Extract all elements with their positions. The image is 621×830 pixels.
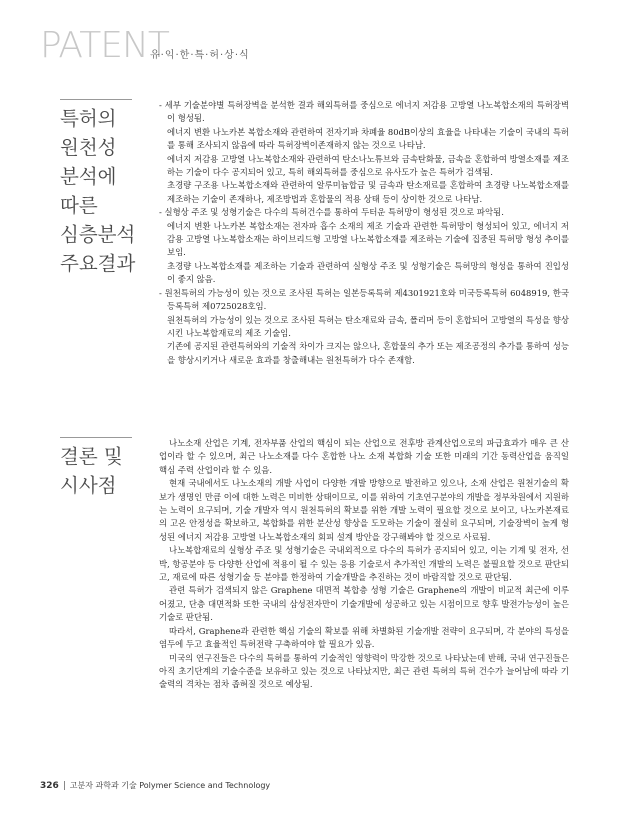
paragraph: 나노소재 산업은 기계, 전자부품 산업의 핵심이 되는 산업으로 전후방 관계산업으로의 파급효과가 매우 큰 산업이라 할 수 있으며, 최근 나노소재를 다수 혼합한 나노 소재 복합화 기술 또한 미래의 기간 동력산업을 움직일 핵심 주력 산업이라 할 수 있음.	[159, 438, 569, 475]
section2-title-rule	[60, 437, 132, 438]
section1-title-line: 원천성	[60, 136, 117, 159]
bullet-paragraph: - 세부 기술분야별 특허장벽을 분석한 결과 해외특허를 중심으로 에너지 저감용 고방열 나노복합소재의 특허장벽이 형성됨.	[159, 100, 569, 124]
sub-paragraph: 원천특허의 가능성이 있는 것으로 조사된 특허는 탄소재료와 금속, 폴리머 등이 혼합되어 고방열의 특성을 향상시킨 나노복합재료의 제조 기술임.	[167, 314, 569, 338]
bullet-paragraph: - 실형상 주조 및 성형기술은 다수의 특허건수를 통하여 두터운 특허망이 형성된 것으로 파악됨.	[159, 207, 504, 218]
section1-title-line: 주요결과	[60, 252, 136, 275]
section1-title-rule	[60, 99, 132, 100]
paragraph: 관련 특허가 검색되지 않은 Graphene 대면적 복합층 성형 기술은 Graphene의 개발이 비교적 최근에 이루어졌고, 단층 대면적화 또한 국내의 삼성전자만이 기술개발에 성공하고 있는 시점이므로 향후 발전가능성이 높은 기술로 판단됨.	[159, 585, 569, 623]
sub-paragraph: 에너지 변환 나노카본 복합소재와 관련하여 전자기파 차폐율 80dB이상의 효율을 나타내는 기술이 국내의 특허를 통해 조사되지 않음에 따라 특허장벽이존재하지 않는 것으로 나타남.	[167, 126, 569, 151]
section1-title-line: 분석에	[60, 165, 117, 188]
paragraph: 현재 국내에서도 나노소재의 개발 사업이 다양한 개발 방향으로 발전하고 있으나, 소재 산업은 원천기술의 확보가 생명인 만큼 이에 대한 노력은 미비한 상태이므로, 이를 위하여 기초연구분야의 개발을 정부차원에서 지원하는 노력이 요구되며, 기술 개발자 역시 원천특허의 확보를 위한 개발 노력이 필요할 것으로 보이고, 나노카본재료의 고온 안정성을 확보하고, 복합화를 위한 분산성 향상을 도모하는 기술이 절실히 요구되며, 기술장벽이 높게 형성된 에너지 저감용 고방열 나노복합소재의 회피 설계 방안을 강구해봐야 할 것으로 사료됨.	[159, 478, 569, 542]
paragraph: 나노복합재료의 실형상 주조 및 성형기술은 국내외적으로 다수의 특허가 공지되어 있고, 이는 기계 및 전자, 선박, 항공분야 등 다양한 산업에 적용이 될 수 있는 응용 기술로서 추가적인 개발의 노력은 불필요할 것으로 판단되고, 재료에 따른 성형기술 등 분야를 한정하여 기술개발을 추진하는 것이 바람직할 것으로 판단됨.	[159, 545, 569, 583]
page-number: 326	[40, 781, 59, 791]
sub-paragraph: 기존에 공지된 관련특허와의 기술적 차이가 크지는 않으나, 혼합물의 추가 또는 제조공정의 추가를 통하여 성능을 향상시키거나 새로운 효과를 창출해내는 원천특허가 다수 존재함.	[167, 341, 569, 365]
journal-name: 고분자 과학과 기술 Polymer Science and Technology	[69, 781, 271, 790]
section1-title-line: 특허의	[60, 107, 117, 130]
header-subtitle: 유·익·한·특·허·상·식	[150, 50, 250, 61]
section1-title-line: 심층분석	[60, 223, 136, 246]
section2-title-line: 시사점	[60, 474, 117, 497]
section1-title-line: 따른	[60, 194, 98, 217]
patent-logo: PATENT	[40, 25, 169, 66]
section2-title	[60, 437, 132, 500]
footer-divider	[64, 781, 65, 790]
section2-title-line: 결론 및	[60, 445, 123, 468]
sub-paragraph: 에너지 변환 나노카본 복합소재는 전자파 흡수 소재의 제조 기술과 관련한 특허망이 형성되어 있고, 에너지 저감용 고방열 나노복합소재는 하이브리드형 고방열 나노복합소재를 제조하는 기술에 집중된 특허망 형성 추이를 보임.	[167, 220, 569, 258]
page-footer	[40, 780, 270, 791]
section1-title	[60, 99, 135, 278]
section2-body	[159, 437, 569, 692]
sub-paragraph: 초경량 구조용 나노복합소재와 관련하여 알루미늄합금 및 금속과 탄소재료를 혼합하여 초경량 나노복합소재를 제조하는 기술이 존재하나, 제조방법과 혼합물의 적용 상태 등이 상이한 것으로 나타남.	[167, 180, 569, 204]
paragraph: 따라서, Graphene과 관련한 핵심 기술의 확보를 위해 차별화된 기술개발 전략이 요구되며, 각 분야의 특성을 염두에 두고 효율적인 특허전략 구축하여야 할 필요가 있음.	[159, 625, 569, 650]
sub-paragraph: 초경량 나노복합소재를 제조하는 기술과 관련하여 실형상 주조 및 성형기술은 특허망의 형성을 통하여 진입성이 좋지 않음.	[167, 260, 569, 285]
bullet-paragraph: - 원천특허의 가능성이 있는 것으로 조사된 특허는 일본등록특허 제4301921호와 미국등록특허 6048919, 한국등록특허 제0725028호임.	[159, 287, 569, 312]
section1-body	[159, 99, 569, 367]
paragraph: 미국의 연구진들은 다수의 특허를 통하여 기술적인 영향력이 막강한 것으로 나타났는데 반해, 국내 연구진들은 아직 초기단계의 기술수준을 보유하고 있는 것으로 나타났지만, 최근 관련 특허의 특허 건수가 늘어남에 따라 기술력의 격차는 점차 좁혀질 것으로 예상됨.	[159, 652, 569, 690]
sub-paragraph: 에너지 저감용 고방열 나노복합소재와 관련하여 탄소나노튜브와 금속탄화물, 금속을 혼합하여 방열소재를 제조하는 기술이 다수 공지되어 있고, 특히 해외특허를 중심으로 유사도가 높은 특허가 검색됨.	[167, 153, 569, 178]
